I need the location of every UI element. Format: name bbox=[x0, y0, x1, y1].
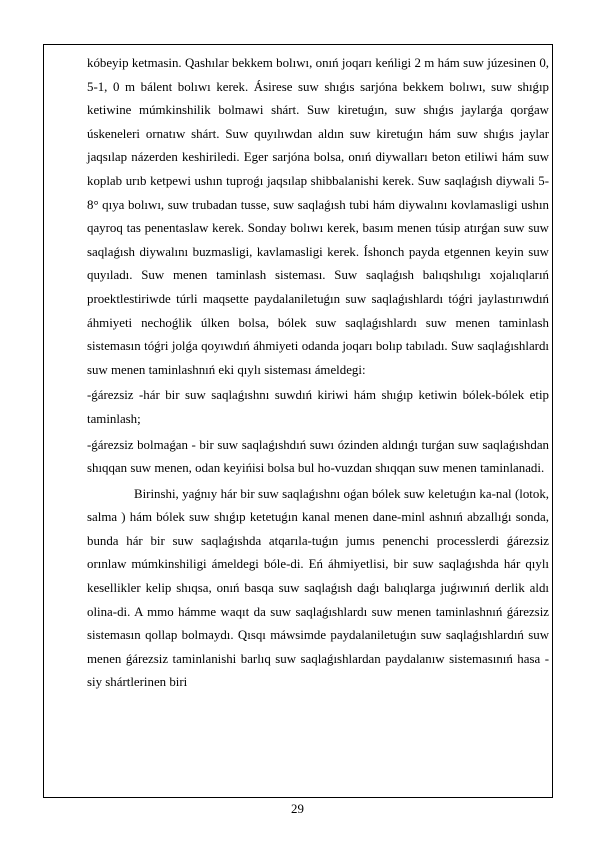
paragraph: -ǵárezsiz bolmaǵan - bir suw saqlaǵıshdıń suwı ózinden aldınǵı turǵan suw saqlaǵıshdan shıqqan suw menen, odan keyińisi bolsa bul ho-vuzdan shıqqan suw menen taminlanadi. bbox=[87, 437, 549, 476]
paragraph: kóbeyip ketmasin. Qashılar bekkem bolıwı, onıń joqarı keńligi 2 m hám suw júzesinen 0, 5-1, 0 m bálent bolıwı kerek. Ásirese suw shıǵıs sarjóna bekkem bolıwı, suw shıǵıp ketiwine múmkinshilik bolmawi shárt. Suw kiretuǵın, suw shıǵıs jaylarǵa qorǵaw úskeneleri ornatıw shárt. Suw quyılıwdan aldın suw kiretuǵın hám suw shıǵıs jaylar jaqsılap názerden keshiriledi. Eger sarjóna bolsa, onıń diywalları beton etiliwi hám suw koplab urıb ketpewi ushın tuproǵı jaqsılap shibbalanishi kerek. Suw saqlaǵısh diywali 5-8° qıya bolıwı, suw trubadan tusse, suw saqlaǵısh tubi hám diywalını kovlamasligi ushın qayroq tas penentaslaw kerek. Sonday bolıwı kerek, basım menen túsip atırǵan suw suw saqlaǵısh diywalını buzmasligi, kavlamasligi kerek. Íshonch payda etgennen keyin suw quyıladı. Suw menen taminlash sisteması. Suw saqlaǵısh balıqshılıgı xojalıqlarıń proektlestiriwde túrli maqsette paydalaniletuǵın suw saqlaǵıshlardı tóǵri jaylastırıwdıń áhmiyeti nechoǵlik úlken bolsa, bólek suw saqlaǵıshlardı suw menen taminlash sistemasın tóǵri jolǵa qoyıwdıń áhmiyeti odanda joqarı bolıp tabıladı. Suw saqlaǵıshlardı suw menen taminlashnıń eki qıylı sisteması ámeldegi: bbox=[87, 56, 549, 377]
paragraph: -ǵárezsiz -hár bir suw saqlaǵıshnı suwdıń kiriwi hám shıǵıp ketiwin bólek-bólek etip taminlash; bbox=[87, 388, 549, 426]
document-body bbox=[87, 52, 549, 695]
paragraph: Birinshi, yaǵnıy hár bir suw saqlaǵıshnı oǵan bólek suw keletuǵın ka-nal (lotok, salma ) hám bólek suw shıǵıp ketetuǵın kanal menen dane-minl ashnıń abzallıǵı sonda, bunda hár bir suw saqlaǵıshda atqarıla-tuǵın jumıs penenchi processlerdi ǵárezsiz orınlaw múmkinshiligi ámeldegi bóle-di. Eń áhmiyetlisi, bir suw saqlaǵıshda hár qıylı kesellikler kelip shıqsa, onıń basqa suw saqlaǵısh daǵı balıqlarga juǵıwınıń derlik aldı olina-di. A mmo hámme waqıt da suw saqlaǵıshlardı suw menen taminlashnıń ǵárezsiz sistemasın qollap bolmaydı. Qısqı máwsimde paydalaniletuǵın suw saqlaǵıshlardıń suw menen ǵárezsiz taminlanishi barlıq suw saqlaǵıshlardan paydalanıw sistemasınıń hasa -siy shártlerinen biri bbox=[87, 486, 549, 690]
page-number: 29 bbox=[291, 802, 304, 816]
